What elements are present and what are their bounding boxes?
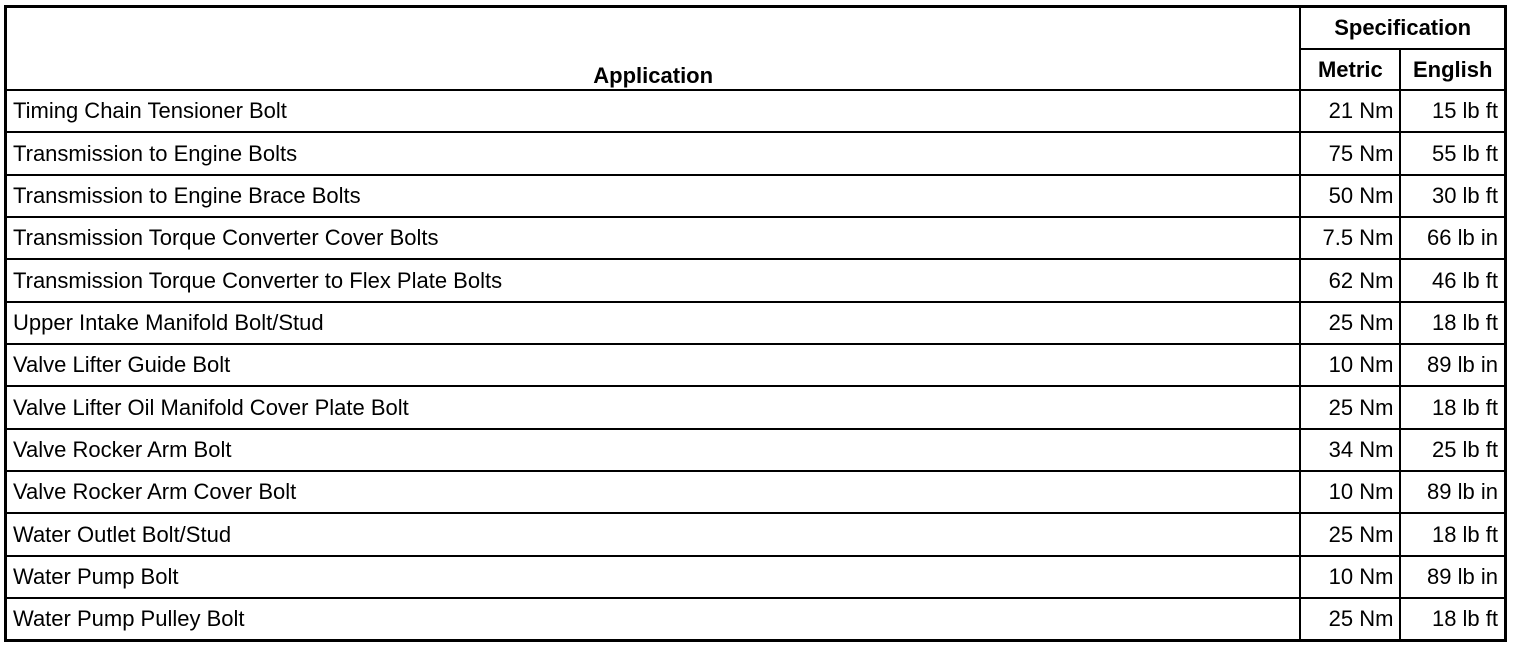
metric-cell: 7.5 Nm [1300,217,1400,259]
application-cell: Transmission to Engine Bolts [6,132,1301,174]
english-cell: 66 lb in [1400,217,1505,259]
table-row [6,344,1506,386]
metric-cell: 10 Nm [1300,471,1400,513]
english-cell: 89 lb in [1400,471,1505,513]
application-cell: Valve Lifter Guide Bolt [6,344,1301,386]
application-cell: Water Outlet Bolt/Stud [6,513,1301,555]
table-row [6,302,1506,344]
metric-cell: 50 Nm [1300,175,1400,217]
table-row [6,513,1506,555]
english-cell: 89 lb in [1400,344,1505,386]
english-cell: 18 lb ft [1400,513,1505,555]
english-cell: 55 lb ft [1400,132,1505,174]
table-header [6,7,1506,91]
application-cell: Valve Rocker Arm Bolt [6,429,1301,471]
table-row [6,429,1506,471]
english-cell: 30 lb ft [1400,175,1505,217]
english-cell: 89 lb in [1400,556,1505,598]
table-row [6,217,1506,259]
application-cell: Water Pump Bolt [6,556,1301,598]
application-cell: Transmission Torque Converter to Flex Plate Bolts [6,259,1301,301]
metric-header: Metric [1300,49,1400,90]
table-row [6,598,1506,640]
application-header: Application [6,7,1301,91]
torque-spec-table [4,5,1507,642]
metric-cell: 25 Nm [1300,598,1400,640]
application-cell: Valve Lifter Oil Manifold Cover Plate Bolt [6,386,1301,428]
application-cell: Transmission to Engine Brace Bolts [6,175,1301,217]
application-cell: Timing Chain Tensioner Bolt [6,90,1301,132]
table-row [6,175,1506,217]
table-row [6,132,1506,174]
specification-header: Specification [1300,7,1505,50]
table-row [6,90,1506,132]
metric-cell: 10 Nm [1300,344,1400,386]
metric-cell: 25 Nm [1300,302,1400,344]
application-cell: Transmission Torque Converter Cover Bolts [6,217,1301,259]
english-cell: 15 lb ft [1400,90,1505,132]
english-header: English [1400,49,1505,90]
table-row [6,259,1506,301]
metric-cell: 62 Nm [1300,259,1400,301]
english-cell: 18 lb ft [1400,302,1505,344]
english-cell: 18 lb ft [1400,386,1505,428]
table-row [6,386,1506,428]
table-row [6,471,1506,513]
metric-cell: 75 Nm [1300,132,1400,174]
metric-cell: 21 Nm [1300,90,1400,132]
application-cell: Water Pump Pulley Bolt [6,598,1301,640]
metric-cell: 34 Nm [1300,429,1400,471]
metric-cell: 10 Nm [1300,556,1400,598]
english-cell: 18 lb ft [1400,598,1505,640]
english-cell: 46 lb ft [1400,259,1505,301]
application-cell: Upper Intake Manifold Bolt/Stud [6,302,1301,344]
table-row [6,556,1506,598]
application-cell: Valve Rocker Arm Cover Bolt [6,471,1301,513]
metric-cell: 25 Nm [1300,513,1400,555]
english-cell: 25 lb ft [1400,429,1505,471]
metric-cell: 25 Nm [1300,386,1400,428]
table-body [6,90,1506,641]
